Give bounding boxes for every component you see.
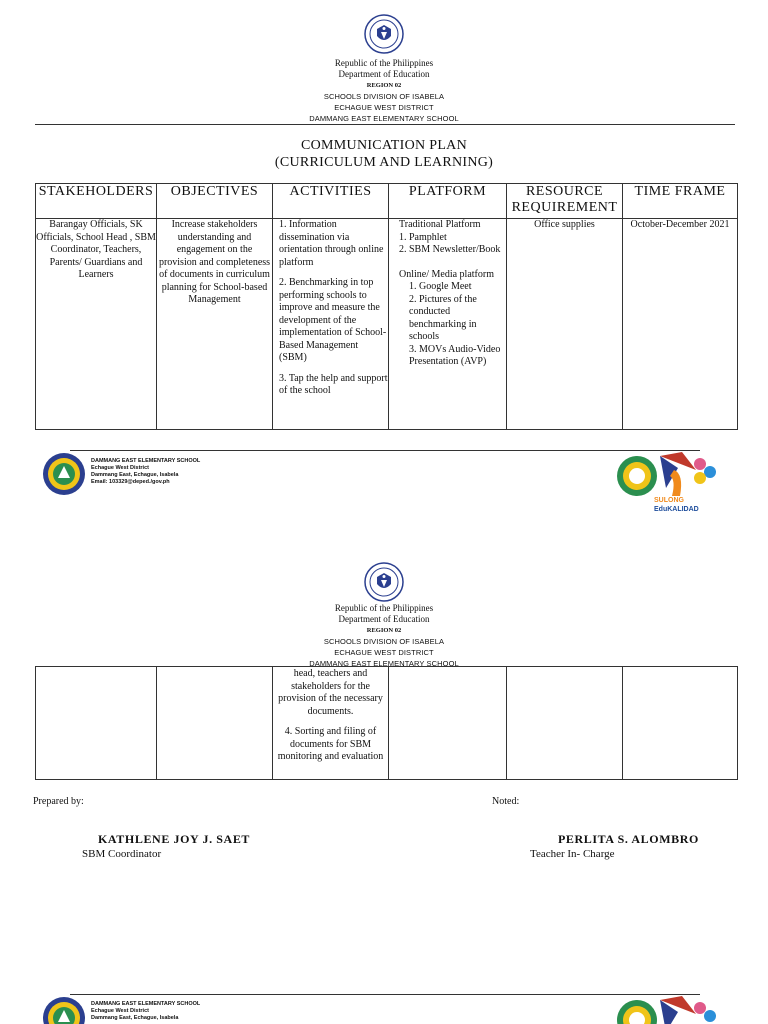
platform-online-item: 1. Google Meet bbox=[409, 281, 472, 292]
document-title bbox=[0, 137, 768, 171]
cell-stakeholders bbox=[36, 219, 157, 430]
platform-online-item: 3. MOVs Audio-Video Presentation (AVP) bbox=[409, 343, 501, 367]
header-division: SCHOOLS DIVISION OF ISABELA bbox=[323, 92, 445, 101]
activity-item-2: 2. Benchmarking in top performing schools to improve and measure the development of the implementation of School-Based Management (SBM) bbox=[279, 277, 387, 363]
footer-email: Email: 103329@deped./gov.ph bbox=[91, 479, 170, 485]
deped-seal bbox=[364, 14, 404, 54]
objectives-text: Increase stakeholders understanding and engagement on the provision and completeness of documents in curriculum planning for School-based Management bbox=[158, 219, 271, 305]
document-header-page-2 bbox=[0, 603, 768, 669]
title-line-1: COMMUNICATION PLAN bbox=[300, 138, 468, 153]
deped-seal-page-2 bbox=[364, 562, 404, 602]
deped-seal-icon bbox=[364, 562, 404, 602]
communication-plan-table bbox=[35, 183, 738, 430]
cell-activities bbox=[273, 219, 389, 430]
cell-platform bbox=[389, 219, 507, 430]
header-district: ECHAGUE WEST DISTRICT bbox=[334, 648, 434, 657]
footer-district: Echague West District bbox=[91, 465, 149, 471]
table-row bbox=[36, 667, 738, 780]
sulong-edukalidad-logo bbox=[616, 452, 726, 516]
platform-online-heading: Online/ Media platform bbox=[399, 268, 494, 280]
school-logo-icon bbox=[42, 452, 86, 496]
footer-district: Echague West District bbox=[91, 1008, 149, 1014]
header-department: Department of Education bbox=[338, 614, 430, 624]
noted-by-position: Teacher In- Charge bbox=[530, 848, 615, 860]
platform-online-item: 2. Pictures of the conducted benchmarking in schools bbox=[409, 293, 477, 342]
cell-resource-continued bbox=[507, 667, 623, 780]
footer-school-name: DAMMANG EAST ELEMENTARY SCHOOL bbox=[91, 1001, 201, 1007]
prepared-by-label: Prepared by: bbox=[33, 796, 84, 807]
header-time-frame: TIME FRAME bbox=[623, 184, 738, 219]
platform-traditional-heading: Traditional Platform bbox=[399, 219, 481, 230]
header-resource: RESOURCE REQUIREMENT bbox=[507, 184, 623, 219]
title-line-2: (CURRICULUM AND LEARNING) bbox=[274, 155, 494, 170]
footer-divider bbox=[70, 450, 700, 451]
table-header-row bbox=[36, 184, 738, 219]
school-logo-icon bbox=[42, 996, 86, 1024]
prepared-by-name: KATHLENE JOY J. SAET bbox=[98, 832, 251, 846]
header-divider bbox=[35, 124, 735, 125]
cell-time-frame-continued bbox=[623, 667, 738, 780]
footer-divider-page-2 bbox=[70, 994, 700, 995]
noted-label: Noted: bbox=[492, 796, 520, 807]
prepared-by-position: SBM Coordinator bbox=[82, 848, 162, 860]
table-row bbox=[36, 219, 738, 430]
footer-address: Dammang East, Echague, Isabela bbox=[91, 1015, 179, 1021]
sulong-text: SULONG bbox=[654, 497, 684, 504]
header-district: ECHAGUE WEST DISTRICT bbox=[334, 103, 434, 112]
header-platform: PLATFORM bbox=[389, 184, 507, 219]
sulong-figure-icon bbox=[656, 996, 720, 1024]
document-header bbox=[0, 58, 768, 124]
footer-address: Dammang East, Echague, Isabela bbox=[91, 472, 179, 478]
activity-item-4: 4. Sorting and filing of documents for SBM monitoring and evaluation bbox=[277, 726, 384, 762]
time-frame-text: October-December 2021 bbox=[630, 219, 730, 230]
deped-seal-icon bbox=[364, 14, 404, 54]
noted-by-name: PERLITA S. ALOMBRO bbox=[558, 832, 699, 846]
platform-traditional-item: 2. SBM Newsletter/Book bbox=[399, 244, 501, 255]
communication-plan-table-continued bbox=[35, 666, 738, 780]
sulong-figure-icon bbox=[656, 452, 720, 498]
stakeholders-text: Barangay Officials, SK Officials, School Head , SBM Coordinator, Teachers, Parents/ Guardians and Learners bbox=[36, 219, 156, 280]
activities-clip bbox=[279, 219, 388, 421]
cell-resource bbox=[507, 219, 623, 430]
edukalidad-text: EduKALIDAD bbox=[654, 506, 699, 513]
header-stakeholders: STAKEHOLDERS bbox=[36, 184, 157, 219]
school-logo bbox=[42, 452, 86, 496]
footer-school-info bbox=[91, 458, 200, 486]
header-objectives: OBJECTIVES bbox=[157, 184, 273, 219]
school-logo-page-2 bbox=[42, 996, 86, 1024]
header-activities: ACTIVITIES bbox=[273, 184, 389, 219]
header-school: DAMMANG EAST ELEMENTARY SCHOOL bbox=[309, 114, 459, 123]
footer-school-info-page-2 bbox=[91, 1001, 200, 1024]
header-school: DAMMANG EAST ELEMENTARY SCHOOL bbox=[309, 659, 459, 668]
activity-item-3-continued: head, teachers and stakeholders for the provision of the necessary documents. bbox=[278, 668, 383, 717]
footer-school-name: DAMMANG EAST ELEMENTARY SCHOOL bbox=[91, 458, 201, 464]
platform-traditional-item: 1. Pamphlet bbox=[399, 231, 447, 243]
activities-continued-clip bbox=[277, 668, 384, 778]
cell-objectives-continued bbox=[157, 667, 273, 780]
activity-item-1: 1. Information dissemination via orientation through online platform bbox=[279, 219, 384, 268]
cell-objectives bbox=[157, 219, 273, 430]
cell-platform-continued bbox=[389, 667, 507, 780]
cell-stakeholders-continued bbox=[36, 667, 157, 780]
cell-activities-continued bbox=[273, 667, 389, 780]
sulong-edukalidad-logo-page-2 bbox=[616, 996, 726, 1024]
cell-time-frame bbox=[623, 219, 738, 430]
header-region: REGION 02 bbox=[366, 82, 402, 89]
resource-text: Office supplies bbox=[534, 219, 595, 230]
header-region: REGION 02 bbox=[366, 627, 402, 634]
header-division: SCHOOLS DIVISION OF ISABELA bbox=[323, 637, 445, 646]
header-republic: Republic of the Philippines bbox=[334, 58, 434, 68]
deped-green-seal-icon bbox=[616, 999, 658, 1024]
header-republic: Republic of the Philippines bbox=[334, 603, 434, 613]
deped-green-seal-icon bbox=[616, 455, 658, 497]
activity-item-3: 3. Tap the help and support of the school bbox=[279, 372, 388, 396]
header-department: Department of Education bbox=[338, 69, 430, 79]
